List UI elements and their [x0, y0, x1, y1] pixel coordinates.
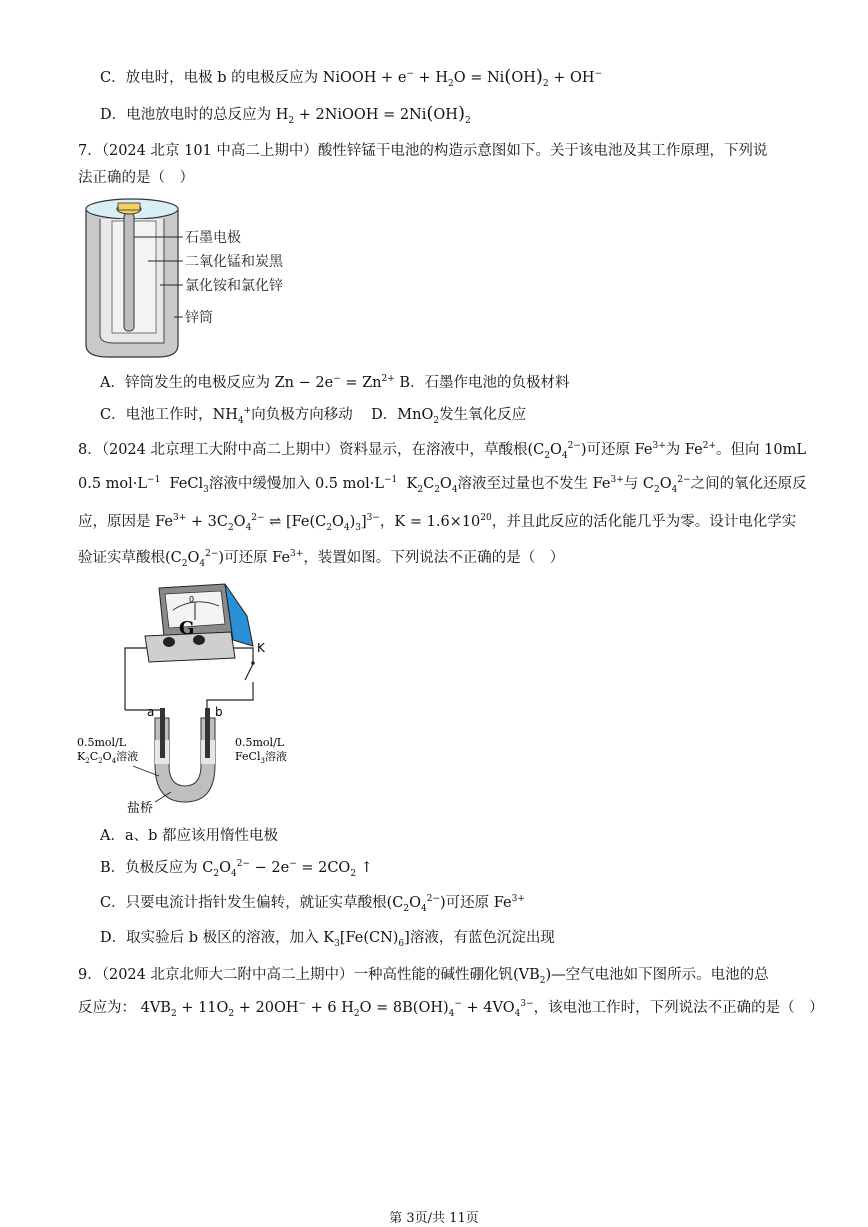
q6-option-c: C．放电时，电极 b 的电极反应为 NiOOH + $e^- + H_2O = Ni(OH)_2 + OH^-$: [100, 66, 603, 89]
q7-option-a-b: A．锌筒发生的电极反应为 $Zn - 2e^- = Zn^{2+}$ B．石墨作电池的负极材料: [100, 374, 570, 391]
electrode-b: b: [215, 705, 223, 719]
q8-stem-line3: 应，原因是 $Fe^{3+} + 3C_2O_4^{2-}$ ⇌ $[Fe(C_2O_4)_3]^{3-}$，$K = 1.6\times 10^{20}$，并且此反应的活化能几乎为零。设计电化学实: [78, 513, 797, 533]
q8-stem-line4: 验证实草酸根$(C_2O_4^{2-})$可还原 $Fe^{3+}$，装置如图。下列说法不正确的是（ ）: [78, 549, 565, 569]
q9-stem-line1: 9．（2024 北京北师大二附中高二上期中）一种高性能的碱性硼化钒$(VB_2)—$空气电池如下图所示。电池的总: [78, 967, 769, 986]
galvanic-cell-diagram: [75, 580, 315, 820]
electrode-a: a: [147, 705, 155, 719]
q7-stem-line1: 7．（2024 北京 101 中高二上期中）酸性锌锰干电池的构造示意图如下。关于该电池及其工作原理，下列说: [78, 143, 768, 159]
label-mno2: 二氧化锰和炭黑: [185, 254, 283, 270]
q8-option-a: A．a、b 都应该用惰性电极: [100, 828, 279, 844]
label-graphite: 石墨电极: [185, 230, 241, 246]
q8-option-c: C．只要电流计指针发生偏转，就证实草酸根$(C_2O_4^{2-})$可还原 $Fe^{3+}$: [100, 894, 525, 914]
dry-cell-diagram: [78, 195, 318, 365]
right-sol-conc: 0.5mol/L: [235, 736, 285, 749]
q6-option-d: D．电池放电时的总反应为 $H_2$ + 2NiOOH = $2Ni(OH)_2$: [100, 103, 471, 126]
label-zinc: 锌筒: [185, 310, 213, 326]
label-nh4cl: 氯化铵和氯化锌: [185, 278, 283, 294]
q9-stem-line2: 反应为： $4VB_2 + 11O_2 + 20OH^- + 6$ $H_2O = 8B(OH)_4^- + 4VO_4^{3-}$，该电池工作时，下列说法不正确的是（ ）: [78, 999, 824, 1019]
salt-bridge-label: 盐桥: [127, 801, 154, 816]
right-sol-name: FeCl$_3$溶液: [235, 750, 287, 765]
q8-stem-line1: 8．（2024 北京理工大附中高二上期中）资料显示，在溶液中，草酸根$(C_2O_4^{2-})$可还原 $Fe^{3+}$为 $Fe^{2+}$。但向 10mL: [78, 441, 806, 461]
q8-stem-line2: 0.5 $mol\cdot L^{-1}$ FeCl$_3$溶液中缓慢加入 0.5 $mol\cdot L^{-1}$ $K_2C_2O_4$溶液至过量也不发生 $Fe^{3+}$与 $C_2O_4^{2-}$之间的氧化还原反: [78, 475, 807, 495]
page-footer: 第 3页/共 11页: [389, 1211, 479, 1226]
q8-option-b: B．负极反应为 $C_2O_4^{2-} - 2e^- = 2CO_2$ ↑: [100, 859, 373, 879]
q7-stem-line2: 法正确的是（ ）: [78, 170, 194, 186]
meter-zero: 0: [189, 595, 195, 604]
meter-label: G: [179, 618, 195, 639]
switch-label: K: [257, 641, 265, 655]
left-sol-conc: 0.5mol/L: [77, 736, 127, 749]
q8-option-d: D．取实验后 b 极区的溶液，加入 $K_3[Fe(CN)_6]$溶液，有蓝色沉淀出现: [100, 930, 555, 949]
left-sol-name: $K_2C_2O_4$溶液: [77, 750, 139, 765]
q7-option-c-d: C．电池工作时，$NH_4^+$向负极方向移动 D．MnO$_2$发生氧化反应: [100, 406, 527, 426]
